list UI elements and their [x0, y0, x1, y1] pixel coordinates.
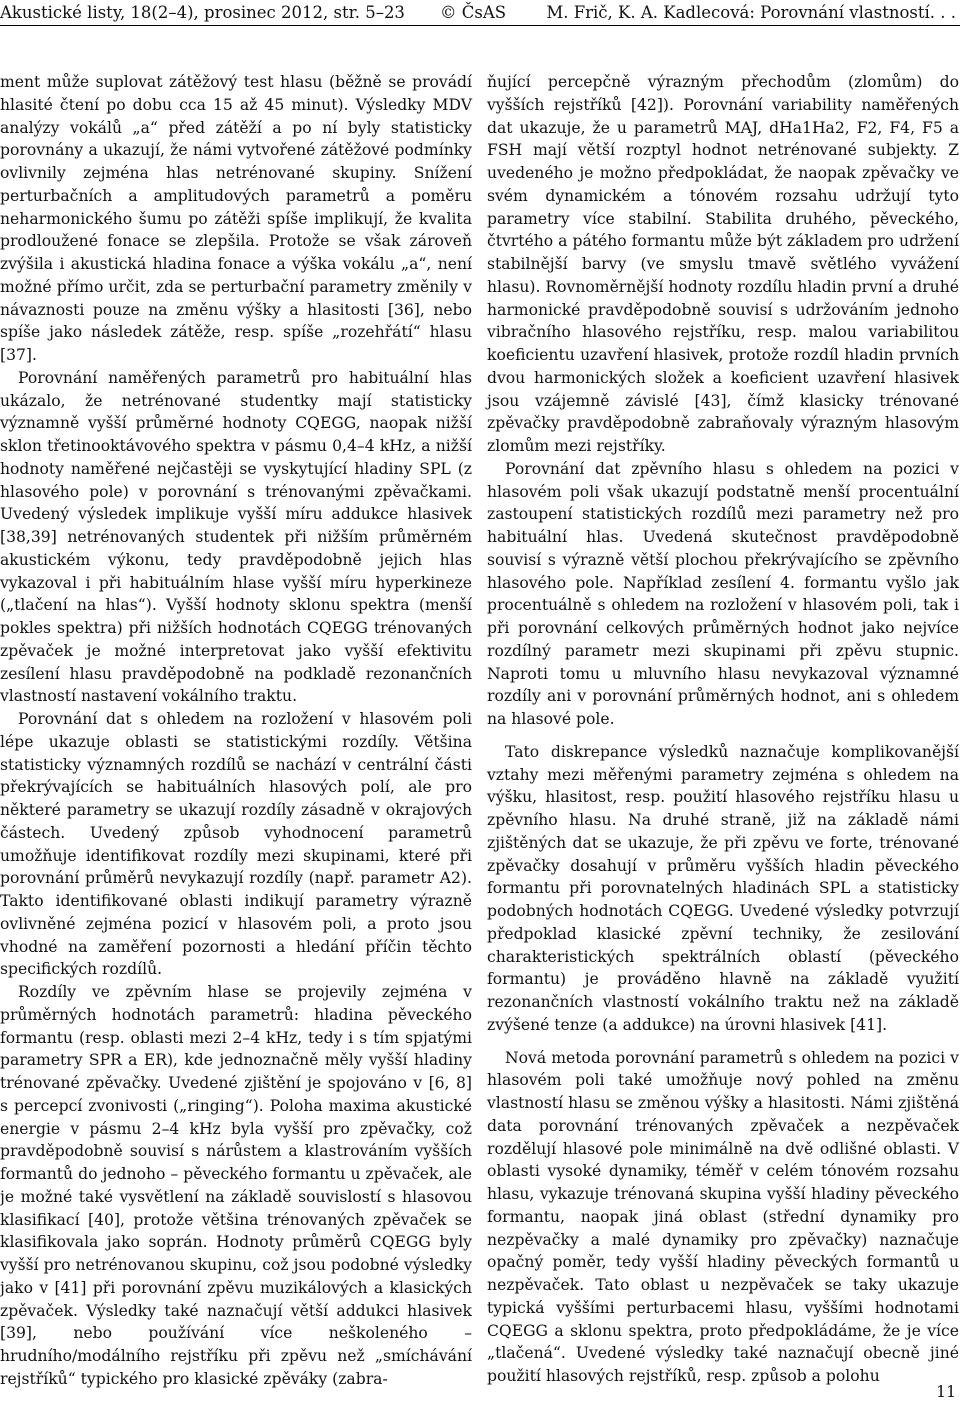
paragraph: Tato diskrepance výsledků naznačuje komplikovanější vztahy mezi měřenými parametry zejména s ohledem na výšku, hlasitost, resp. použití hlasového rejstříku hlasu u zpěvního hlasu. Na druhé straně, již na základě námi zjištěných dat se ukazuje, že při zpěvu ve forte, trénované zpěvačky dosahují v průměru vyšších hladin pěveckého formantu při porovnatelných hladinách SPL a statisticky podobných hodnotách CQEGG. Uvedené výsledky potvrzují předpoklad klasické zpěvní techniky, že zesilování charakteristických spektrálních oblastí (pěveckého formantu) je prováděno hlavně na základě využití rezonančních vlastností vokálního traktu než na základě zvýšené tenze (a addukce) na úrovni hlasivek [41]. — [487, 742, 959, 1034]
paragraph: ňující percepčně výrazným přechodům (zlomům) do vyšších rejstříků [42]). Porovnání variability naměřených dat ukazuje, že u parametrů MAJ, dHa1Ha2, F2, F4, F5 a FSH mají větší rozptyl hodnot netrénované subjekty. Z uvedeného je možno předpokládat, že naopak zpěvačky ve svém dynamickém a tónovém rozsahu udržují tyto parametry více stabilní. Stabilita druhého, pěveckého, čtvrtého a pátého formantu může být základem pro udržení stabilnější barvy (ve smyslu tmavě světlého vyvážení hlasu). Rovnoměrnější hodnoty rozdílu hladin první a druhé harmonické pravděpodobně souvisí s udržováním jednoho vibračního hlasového rejstříku, resp. malou variabilitou koeficientu uzavření hlasivek, protože rozdíl hladin prvních dvou harmonických složek a koeficient uzavření hlasivek jsou vzájemně závislé [43], čímž klasicky trénované zpěvačky pravděpodobně zabraňovaly výrazným hlasovým zlomům mezi rejstříky. — [487, 73, 959, 455]
paragraph: ment může suplovat zátěžový test hlasu (běžně se provádí hlasité čtení po dobu cca 15 až 45 minut). Výsledky MDV analýzy vokálů „a“ před zátěží a po ní byly statisticky porovnány a ukazují, že námi vytvořené zátěžové podmínky ovlivnily zejména hlas netrénované skupiny. Snížení perturbačních a amplitudových parametrů a poměru neharmonického šumu po zátěži spíše implikují, že kvalita prodloužené fonace se zlepšila. Protože se však zároveň zvýšila i akustická hladina fonace a výška vokálu „a“, není možné přímo určit, zda se perturbační parametry změnily v návaznosti pouze na změnu výšky a hlasitosti [36], nebo spíše jako následek zátěže, resp. spíše „rozehřátí“ hlasu [37]. — [0, 73, 472, 364]
paragraph: Rozdíly ve zpěvním hlase se projevily zejména v průměrných hodnotách parametrů: hladina pěveckého formantu (resp. oblasti mezi 2–4 kHz, tedy i s tím spjatými parametry SPR a ER), kde jednoznačně měly vyšší hladiny trénované zpěvačky. Uvedené zjištění je spojováno v [6, 8] s percepcí zvonivosti („ringing“). Poloha maxima akustické energie v pásmu 2–4 kHz byla vyšší pro zpěvačky, což pravděpodobně souvisí s nárůstem a klastrováním vyšších formantů do jednoho – pěveckého formantu u zpěvaček, ale je možné také vysvětlení na základě souvislostí s hlasovou klasifikací [40], protože většina trénovaných zpěvaček se klasifikovala jako soprán. Hodnoty průměrů CQEGG byly vyšší pro netrénovanou skupinu, což jsou podobné výsledky jako v [41] při porovnání zpěvu muzikálových a klasických zpěvaček. Výsledky také naznačují větší addukci hlasivek [39], nebo používání více neškoleného – hrudního/modálního rejstříku při zpěvu než „smíchávání rejstříků“ typického pro klasické zpěváky (zabra- — [0, 983, 472, 1388]
copyright-notice: © ČsAS — [440, 3, 507, 22]
paragraph: Porovnání naměřených parametrů pro habituální hlas ukázalo, že netrénované studentky mají statisticky významně vyšší průměrné hodnoty CQEGG, naopak nižší sklon třetinooktávového spektra v pásmu 0,4–4 kHz, a nižší hodnoty naměřené nejčastěji se vyskytující hladiny SPL (z hlasového pole) v porovnání s trénovanými zpěvačkami. Uvedený výsledek implikuje vyšší míru addukce hlasivek [38,39] netrénovaných studentek při nižším průměrném akustickém výkonu, tedy pravděpodobně jejich hlas vykazoval i při habituálním hlase vyšší míru hyperkineze („tlačení na hlas“). Vyšší hodnoty sklonu spektra (menší pokles spektra) při nižších hodnotách CQEGG trénovaných zpěvaček je možné interpretovat jako vyšší efektivitu zesílení hlasu pravděpodobně na podkladě rezonančních vlastností nastavení vokálního traktu. — [0, 368, 472, 706]
page-number: 11 — [936, 1383, 956, 1401]
paragraph: Porovnání dat s ohledem na rozložení v hlasovém poli lépe ukazuje oblasti se statistickými rozdíly. Většina statisticky významných rozdílů se nachází v centrální části překrývajících se habituálních hlasových polí, ale pro některé parametry se ukazují rozdíly zásadně v okrajových částech. Uvedený způsob vyhodnocení parametrů umožňuje identifikovat rozdíly mezi skupinami, které při porovnání průměrů nevykazují rozdíly (např. parametr A2). Takto identifikované oblasti indikují parametry výrazně ovlivněné zejména pozicí v hlasovém poli, a proto jsou vhodné na zaměření pozornosti a hledání příčin těchto specifických rozdílů. — [0, 710, 472, 979]
paragraph: Nová metoda porovnání parametrů s ohledem na pozici v hlasovém poli také umožňuje nový pohled na změnu vlastností hlasu se změnou výšky a hlasitosti. Námi zjištěná data porovnání trénovaných zpěvaček a nezpěvaček rozdělují hlasové pole minimálně na dvě odlišné oblasti. V oblasti vysoké dynamiky, téměř v celém tónovém rozsahu hlasu, vykazuje trénovaná skupina vyšší hladiny pěveckého formantu, naopak jiná oblast (střední dynamiky pro nezpěvačky a malé dynamiky pro zpěvačky) naznačuje opačný poměr, tedy vyšší hladiny pěveckých formantů u nezpěvaček. Tato oblast u nezpěvaček se taky ukazuje typická vyššími perturbacemi hlasu, vyššími hodnotami CQEGG a sklonu spektra, proto předpokládáme, že je více „tlačená“. Uvedené výsledky také naznačují obecně jiné použití hlasových rejstříků, resp. způsob a polohu — [487, 1048, 959, 1385]
journal-citation: Akustické listy, 18(2–4), prosinec 2012, str. 5–23 — [0, 3, 405, 22]
running-header — [0, 3, 960, 26]
paragraph: Porovnání dat zpěvního hlasu s ohledem na pozici v hlasovém poli však ukazují podstatně menší procentuální zastoupení statistických rozdílů mezi parametry než pro habituální hlas. Uvedená skutečnost pravděpodobně souvisí s výrazně větší plochou překrývajícího se zpěvního hlasového pole. Například zesílení 4. formantu vyšlo jak procentuálně s ohledem na rozložení v hlasovém poli, tak i při porovnání celkových průměrných hodnot jako nejvíce rozdílný parametr mezi skupinami při zpěvu stupnic. Naproti tomu u mluvního hlasu nevykazoval významné rozdíly ani v porovnání průměrných hodnot, ani s ohledem na hlasové pole. — [487, 459, 959, 728]
left-column — [0, 71, 472, 1388]
right-column — [487, 71, 959, 1385]
authors-title: M. Frič, K. A. Kadlecová: Porovnání vlastností. . . — [546, 3, 956, 22]
